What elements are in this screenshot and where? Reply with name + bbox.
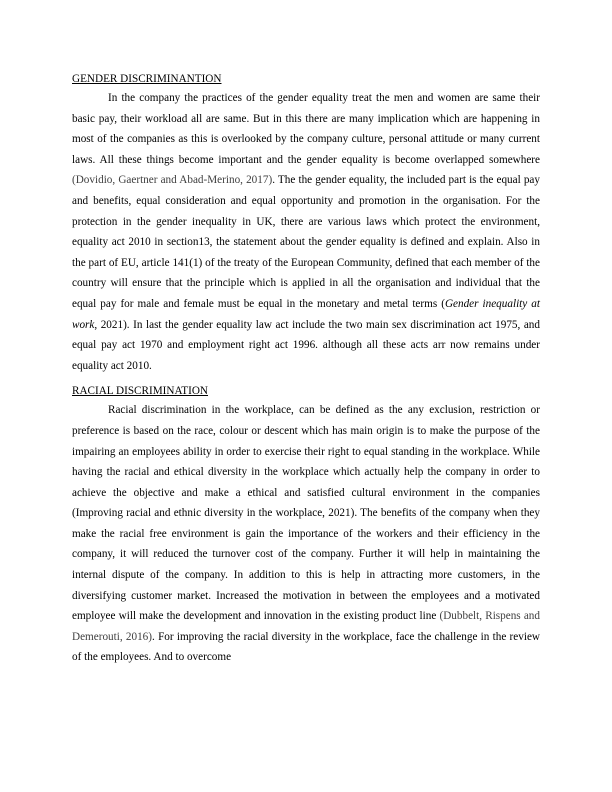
text-run: In the company the practices of the gender equality treat the men and women are same their basic pay, their workload all are same. But in this there are many implication which are happening in most of the companies as this is overlooked by the company culture, personal attitude or many current laws. All these things become important and the gender equality is become overlapped somewhere [72, 92, 540, 166]
document-page [72, 70, 540, 668]
citation-italic: Gender inequality at work [72, 297, 540, 331]
paragraph-gender [72, 88, 540, 376]
text-run: Racial discrimination in the workplace, can be defined as the any exclusion, restriction or preference is based on the race, colour or descent which has main origin is to make the purpose of the impairing an employees ability in order to exercise their right to equal standing in the workplace. While having the racial and ethical diversity in the workplace which actually help the company in order to achieve the objective and make a ethical and satisfied cultural environment in the companies (Improving racial and ethnic diversity in the workplace, 2021). The benefits of the company when they make the racial free environment is gain the importance of the workers and their efficiency in the company, it will reduced the turnover cost of the company. Further it will help in maintaining the internal dispute of the company. In addition to this is help in attracting more customers, in the diversifying customer market. Increased the motivation in between the employees and a motivated employee will make the development and innovation in the existing product line [72, 404, 540, 623]
paragraph-racial [72, 400, 540, 668]
section-heading-gender: GENDER DISCRIMINANTION [72, 73, 222, 85]
citation: (Dubbelt, Rispens and Demerouti, 2016) [72, 610, 540, 643]
text-run: . For improving the racial diversity in the workplace, face the challenge in the review of the employees. And to overcome [72, 630, 540, 664]
text-run: , 2021). In last the gender equality law act include the two main sex discrimination act 1975, and equal pay act 1970 and employment right act 1996. although all these acts arr now remains under equality act 2010. [72, 318, 540, 372]
citation: (Dovidio, Gaertner and Abad-Merino, 2017) [72, 174, 273, 187]
text-run: . The the gender equality, the included part is the equal pay and benefits, equal consideration and equal opportunity and promotion in the organisation. For the protection in the gender inequality in UK, there are various laws which protect the environment, equality act 2010 in section13, the statement about the gender equality is defined and explain. Also in the part of EU, article 141(1) of the treaty of the European Community, defined that each member of the country will ensure that the principle which is applied in all the organisation and individual that the equal pay for male and female must be equal in the monetary and metal terms ( [72, 174, 540, 310]
section-heading-racial: RACIAL DISCRIMINATION [72, 385, 209, 398]
